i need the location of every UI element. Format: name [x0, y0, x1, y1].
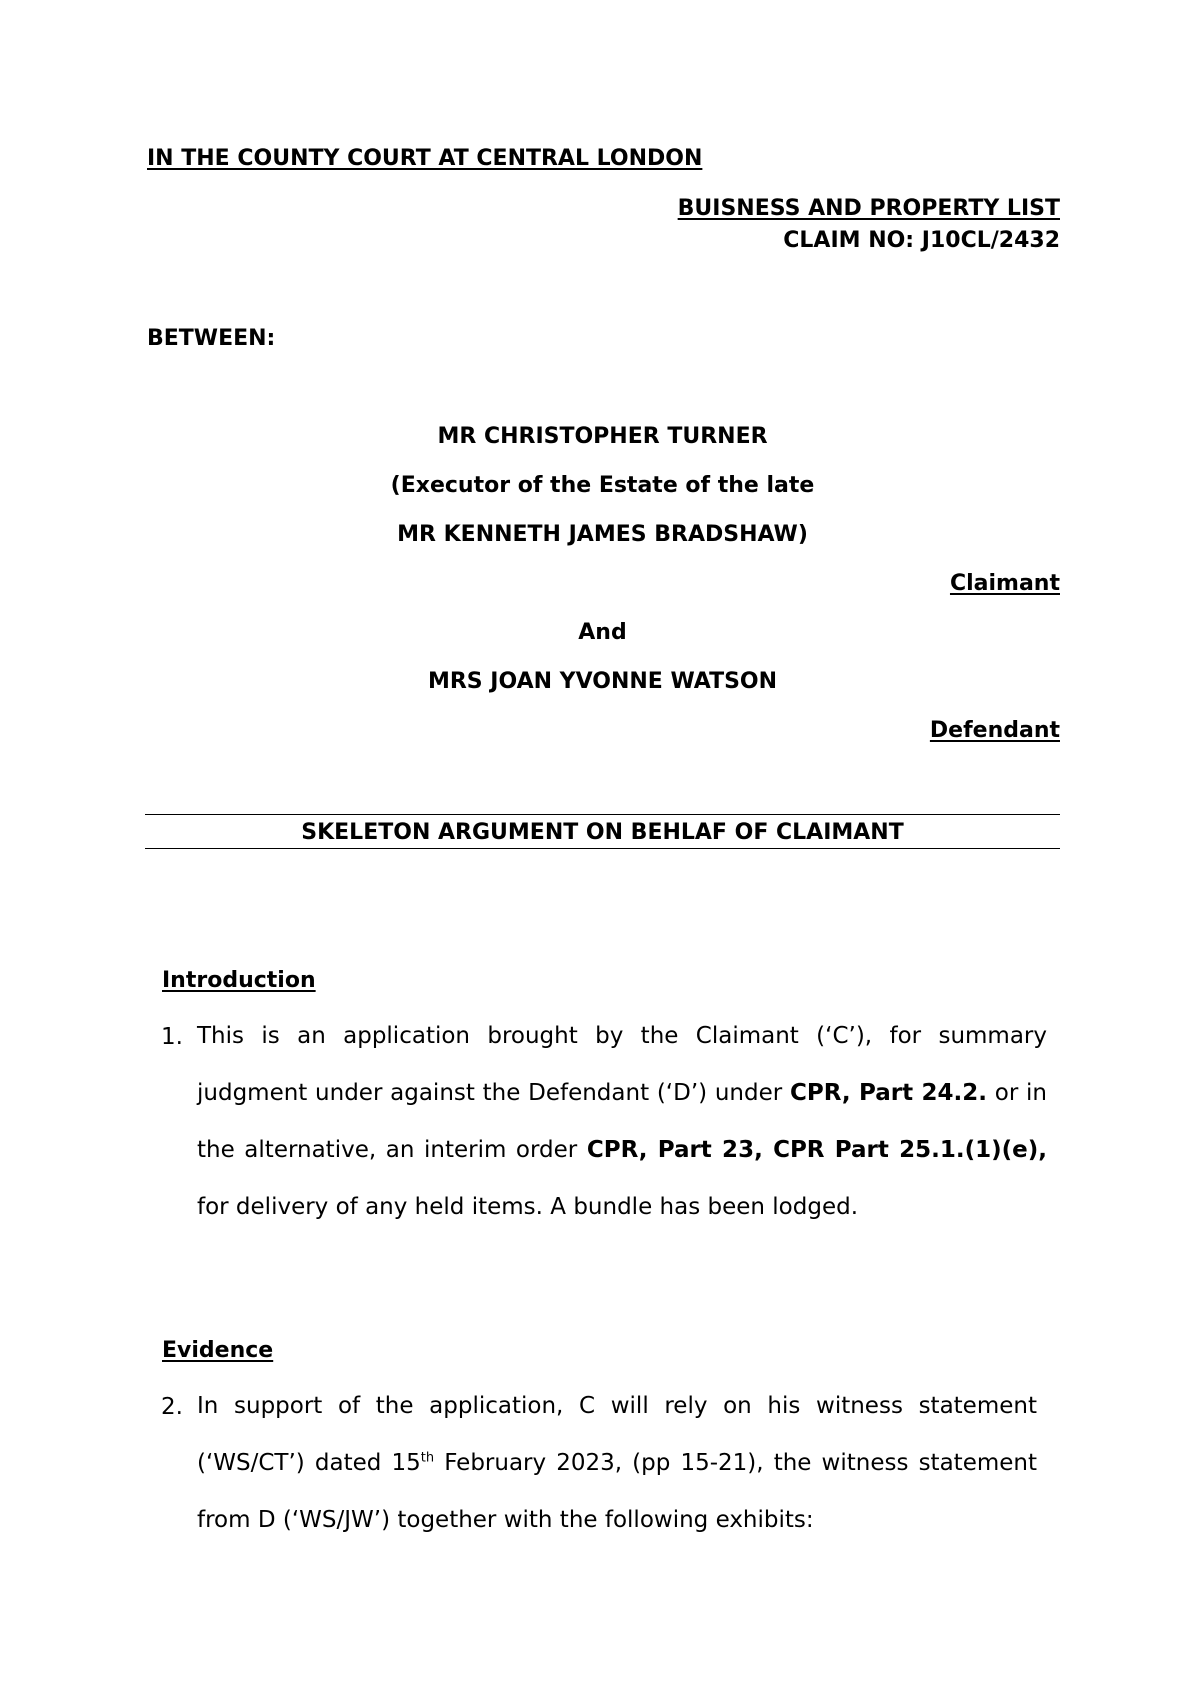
defendant-label: Defendant — [929, 718, 1060, 743]
defendant-name: MRS JOAN YVONNE WATSON — [427, 669, 778, 694]
evidence-heading: Evidence — [162, 1338, 274, 1363]
court-heading: IN THE COUNTY COURT AT CENTRAL LONDON — [147, 146, 703, 171]
introduction-paragraph — [197, 1008, 1047, 1236]
paragraph-number: 2. — [161, 1394, 183, 1420]
intro-text-3: for delivery of any held items. A bundle has been lodged. — [197, 1194, 859, 1220]
claimant-capacity: (Executor of the Estate of the late — [390, 473, 815, 498]
paragraph-number: 1. — [161, 1024, 183, 1050]
deceased-name: MR KENNETH JAMES BRADSHAW) — [397, 522, 808, 547]
title-rule-bottom — [145, 848, 1060, 849]
document-title: SKELETON ARGUMENT ON BEHLAF OF CLAIMANT — [301, 820, 904, 845]
intro-text-1: This is an application brought by the Claimant (‘C’), for summary judgment under against the Defendant (‘D’) under — [197, 1023, 1047, 1106]
title-rule-top — [145, 814, 1060, 815]
introduction-heading: Introduction — [162, 968, 316, 993]
and-label: And — [578, 620, 627, 645]
claimant-name: MR CHRISTOPHER TURNER — [437, 424, 768, 449]
evidence-text-1: In support of the application, C will rely on his witness statement (‘WS/CT’) dated 15 — [197, 1393, 1037, 1476]
intro-cpr-24: CPR, Part 24.2. — [789, 1080, 988, 1106]
evidence-paragraph — [197, 1378, 1037, 1549]
evidence-superscript: th — [420, 1450, 435, 1466]
between-label: BETWEEN: — [147, 326, 276, 351]
intro-text-2: or in the alternative, an interim order — [197, 1080, 1047, 1163]
evidence-text-2: February 2023, (pp 15-21), the witness statement from D (‘WS/JW’) together with the following exhibits: — [197, 1450, 1037, 1533]
intro-cpr-23-25: CPR, Part 23, CPR Part 25.1.(1)(e), — [586, 1137, 1048, 1163]
list-heading: BUISNESS AND PROPERTY LIST — [677, 196, 1060, 221]
claimant-label: Claimant — [949, 571, 1060, 596]
claim-number: CLAIM NO: J10CL/2432 — [783, 228, 1060, 253]
